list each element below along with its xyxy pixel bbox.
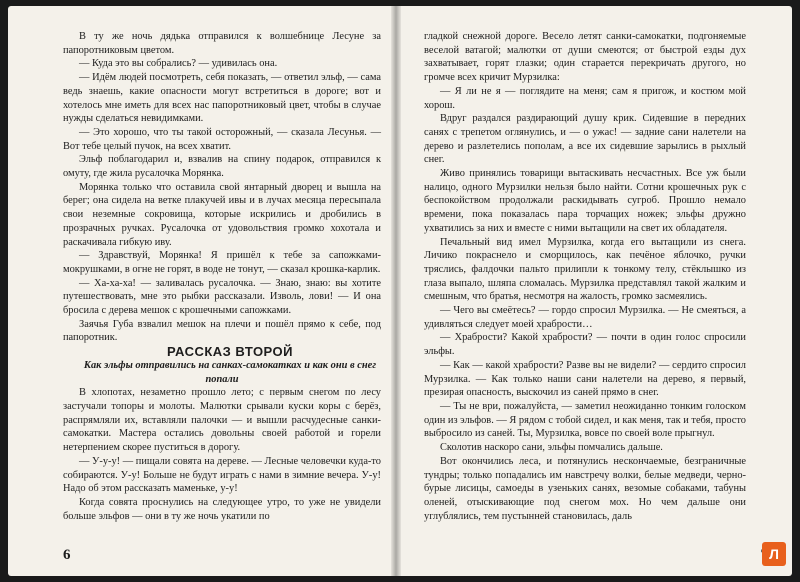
paragraph: гладкой снежной дороге. Весело летят санки-самокатки, подгоняемые веселой ватагой; малютки от души смеются; от быстрой езды дух захватывает, горят глазки; один старается перекричать другого, но громче всех кричит Мурзилка: xyxy=(424,31,746,84)
book-gutter xyxy=(391,6,401,576)
paragraph: Сколотив наскоро сани, эльфы помчались дальше. xyxy=(440,442,663,454)
right-text-column xyxy=(424,30,746,523)
paragraph: — Ты не ври, пожалуйста, — заметил неожиданно тонким голоском один из эльфов. — Я рядом с тобой сидел, и как меня, так и тебя, просто выбросило из саней. Ты, Мурзилка, вовсе по своей воле прыгнул. xyxy=(424,400,746,440)
paragraph: В хлопотах, незаметно прошло лето; с первым снегом по лесу застучали топоры и молоты. Малютки срывали куски коры с берёз, распрямляли их, вставляли палочки — и вышли расчудесные санки-самокатки. Мастера остались довольны своей работой и горели нетерпением скорее пуститься в дорогу. xyxy=(63,387,381,454)
paragraph: Вдруг раздался раздирающий душу крик. Сидевшие в передних санях с трепетом оглянулись, и — о ужас! — задние сани налетели на дерево и разлетелись пополам, а все их сидевшие зарылись в рыхлый снег. xyxy=(424,113,746,166)
paragraph: — Храбрости? Какой храбрости? — почти в один голос спросили эльфы. xyxy=(424,332,746,358)
chapter-title: РАССКАЗ ВТОРОЙ xyxy=(166,344,294,360)
paragraph: Печальный вид имел Мурзилка, когда его вытащили из снега. Личико покраснело и сморщилось, как печёное яблочко, ручки тряслись, фалдочки пальто прилипли к тонкому телу, стёклышко из глаза выпало, шляпа сломалась. Мурзилка представлял такой жалким и смешным, что братья, несмотря на жалость, громко засмеялись. xyxy=(424,236,746,303)
paragraph: — Я ли не я — поглядите на меня; сам я пригож, и костюм мой хорош. xyxy=(424,85,746,111)
paragraph: Когда совята проснулись на следующее утро, то уже не увидели больше эльфов — они в ту же ночь укатили по xyxy=(63,496,381,522)
page-number-left: 6 xyxy=(63,547,71,563)
chapter-subtitle: Как эльфы отправились на санках-самокатках и как они в снег попали xyxy=(83,359,377,385)
watermark-logo-icon: Л xyxy=(762,542,786,566)
paragraph: — Куда это вы собрались? — удивилась она. xyxy=(79,58,278,70)
paragraph: — Идём людей посмотреть, себя показать, — ответил эльф, — сама ведь знаешь, какие опасности могут встретиться в дороге; вот и хотелось мне иметь для всех нас папоротниковый цвет, чтобы в случае нужды сделаться невидимками. xyxy=(63,72,381,125)
right-page xyxy=(400,6,792,576)
paragraph: В ту же ночь дядька отправился к волшебнице Лесуне за папоротниковым цветом. xyxy=(63,31,381,56)
paragraph: — Это хорошо, что ты такой осторожный, — сказала Лесунья. — Вот тебе целый пучок, на всех хватит. xyxy=(63,126,381,152)
paragraph: Заячья Губа взвалил мешок на плечи и пошёл прямо к себе, под папоротник. xyxy=(63,318,381,344)
left-page xyxy=(8,6,400,576)
paragraph: Живо принялись товарищи вытаскивать несчастных. Все уж были налицо, одного Мурзилки нельзя было найти. Сотни крошечных рук с беспокойством продолжали раскидывать сугроб. Прошло немало времени, пока показалась пара торчащих ножек; эльфы дружно ухватились за них и вместе с ними вытащили на свет их обладателя. xyxy=(424,168,746,234)
paragraph: — Ха-ха-ха! — заливалась русалочка. — Знаю, знаю: вы хотите путешествовать, мне это рыбки рассказали. Изволь, лови! — И она бросила с дерева мешок с крошечными сапожками. xyxy=(63,277,381,317)
paragraph: Морянка только что оставила свой янтарный дворец и вышла на берег; она сидела на ветке плакучей ивы и в лучах месяца пересыпала свои неземные сокровища, которые искрились и дробились в прозрачных ручках. Русалочка от удовольствия громко хохотала и раскачивала гибкую иву. xyxy=(63,181,381,248)
left-text-column xyxy=(63,30,381,523)
paragraph: — Здравствуй, Морянка! Я пришёл к тебе за сапожками-мокрушками, в огне не горят, в воде не тонут, — сказал крошка-карлик. xyxy=(63,250,381,275)
paragraph: Вот окончились леса, и потянулись нескончаемые, безграничные тундры; только попадались им навстречу волки, белые медведи, черно-бурые лисицы, самоеды в узеньких санях, везомые собаками, табуны оленей, отыскивающие под снегом мох. Но чем дальше они углублялись, тем пустынней становилась, даль xyxy=(424,455,746,522)
paragraph: — Как — какой храбрости? Разве вы не видели? — сердито спросил Мурзилка. — Как только наши сани налетели на дерево, я первый, презирая опасность, выскочил из саней прямо в снег. xyxy=(424,359,746,399)
paragraph: Эльф поблагодарил и, взвалив на спину подарок, отправился к омуту, где жила русалочка Морянка. xyxy=(63,154,381,180)
paragraph: — У-у-у! — пищали совята на дереве. — Лесные человечки куда-то собираются. У-у! Больше не будут играть с нами в зимние вечера. У-у! Надо об этом рассказать маменьке, у-у! xyxy=(63,455,381,495)
paragraph: — Чего вы смеётесь? — гордо спросил Мурзилка. — Не смеяться, а удивляться следует моей храбрости… xyxy=(424,305,746,330)
